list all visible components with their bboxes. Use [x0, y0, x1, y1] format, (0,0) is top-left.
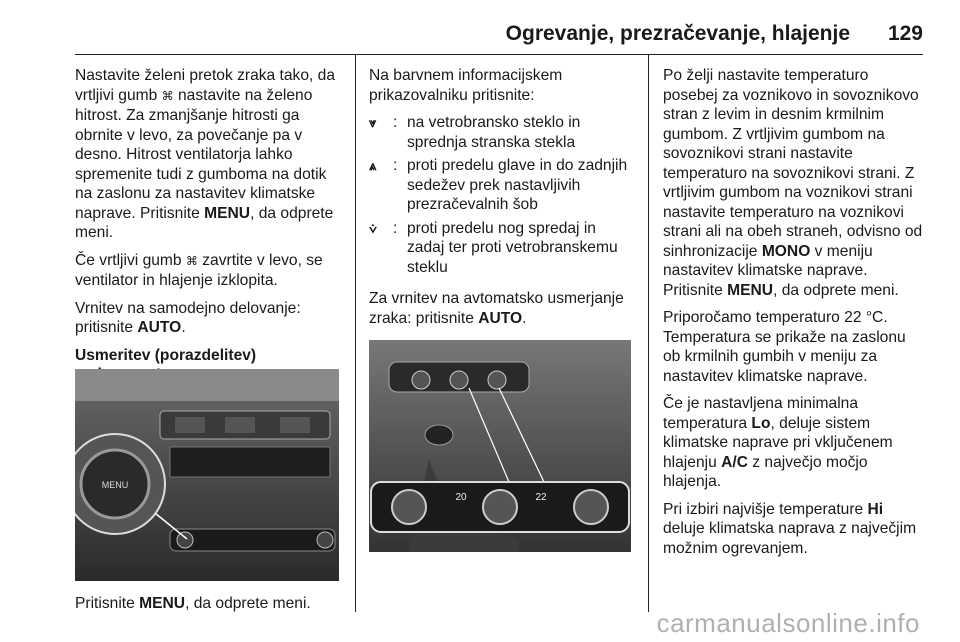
- watermark: carmanualsonline.info: [656, 608, 920, 638]
- paragraph-intro: Na barvnem informacijskem prikazovalniku pritisnite:: [369, 67, 563, 104]
- air-direction-list: [369, 113, 635, 277]
- temperature-left-readout: 20: [455, 492, 467, 503]
- list-item: ⩓ : proti predelu glave in do zadnjih sedežev prek nastavljivih prezračevalnih šob: [369, 157, 628, 213]
- paragraph-auto: Vrnitev na samodejno delovanje: pritisnite AUTO.: [75, 299, 301, 336]
- foot-air-icon: ⩒: [369, 220, 377, 236]
- paragraph-auto-direction: Za vrnitev na avtomatsko usmerjanje zraka: pritisnite AUTO.: [369, 290, 624, 327]
- list-item: ⩔ : na vetrobransko steklo in sprednja stranska stekla: [369, 114, 581, 151]
- caption-menu: Pritisnite MENU, da odprete meni.: [75, 595, 311, 612]
- page-header: [0, 0, 960, 55]
- header-divider: [75, 54, 923, 55]
- paragraph-recommended: Priporočamo temperaturo 22 °C. Temperatura se prikaže na zaslonu ob krmilnih gumbih v meniju za nastavitev klimatske naprave.: [663, 309, 906, 385]
- dashboard-illustration: [75, 369, 339, 581]
- fan-icon: ⌘: [161, 88, 174, 103]
- menu-knob-label: MENU: [101, 480, 129, 490]
- column-1: [75, 66, 343, 395]
- column-divider-1: [355, 55, 356, 612]
- fan-icon: ⌘: [185, 253, 198, 268]
- temperature-illustration: [369, 340, 631, 552]
- subheading-air-distribution: Usmeritev (porazdelitev): [75, 346, 343, 385]
- dashboard-photo-temperature: [369, 340, 631, 552]
- head-air-icon: ⩓: [369, 158, 377, 173]
- paragraph-fan-speed: Nastavite želeni pretok zraka tako, da vrtljivi gumb ⌘ nastavite na želeno hitrost. Za zmanjšanje hitrosti ga obrnite v levo, za povečanje pa v desno. Hitrost ventilatorja lahko spremenite tudi z gumboma na dotik na zaslonu za nastavitev klimatske naprave. Pritisnite MENU, da odprete meni.: [75, 67, 336, 241]
- column-2: [369, 66, 635, 370]
- temperature-right-readout: 22: [535, 492, 547, 503]
- paragraph-lo: Če je nastavljena minimalna temperatura Lo, deluje sistem klimatske naprave pri vključenem hlajenju A/C z največjo močjo hlajenja.: [663, 395, 893, 490]
- paragraph-fan-off: Če vrtljivi gumb ⌘ zavrtite v levo, se ventilator in hlajenje izklopita.: [75, 251, 323, 289]
- paragraph-hi: Pri izbiri najvišje temperature Hi deluje klimatska naprava z največjim možnim ogrevanjem.: [663, 500, 917, 557]
- column-3: [663, 66, 925, 566]
- windscreen-air-icon: ⩔: [369, 115, 377, 130]
- page-number: 129: [887, 22, 923, 45]
- page-title: Ogrevanje, prezračevanje, hlajenje: [505, 22, 850, 45]
- column-divider-2: [648, 55, 649, 612]
- dashboard-photo-menu: [75, 369, 339, 581]
- list-item: ⩒ : proti predelu nog spredaj in zadaj ter proti vetrobranskemu steklu: [369, 219, 618, 276]
- paragraph-temperature-sides: Po želji nastavite temperaturo posebej za voznikovo in sovoznikovo stran z levim in desnim krmilnim gumbom. Z vrtljivim gumbom na sovoznikovi strani nastavite temperaturo na sovoznikovi strani. Z vrtljivim gumbom na voznikovi strani nastavite temperaturo na voznikovi strani ali na obeh straneh, odvisno od sinhronizacije MONO v meniju nastavitev klimatske naprave. Pritisnite MENU, da odprete meni.: [663, 67, 923, 299]
